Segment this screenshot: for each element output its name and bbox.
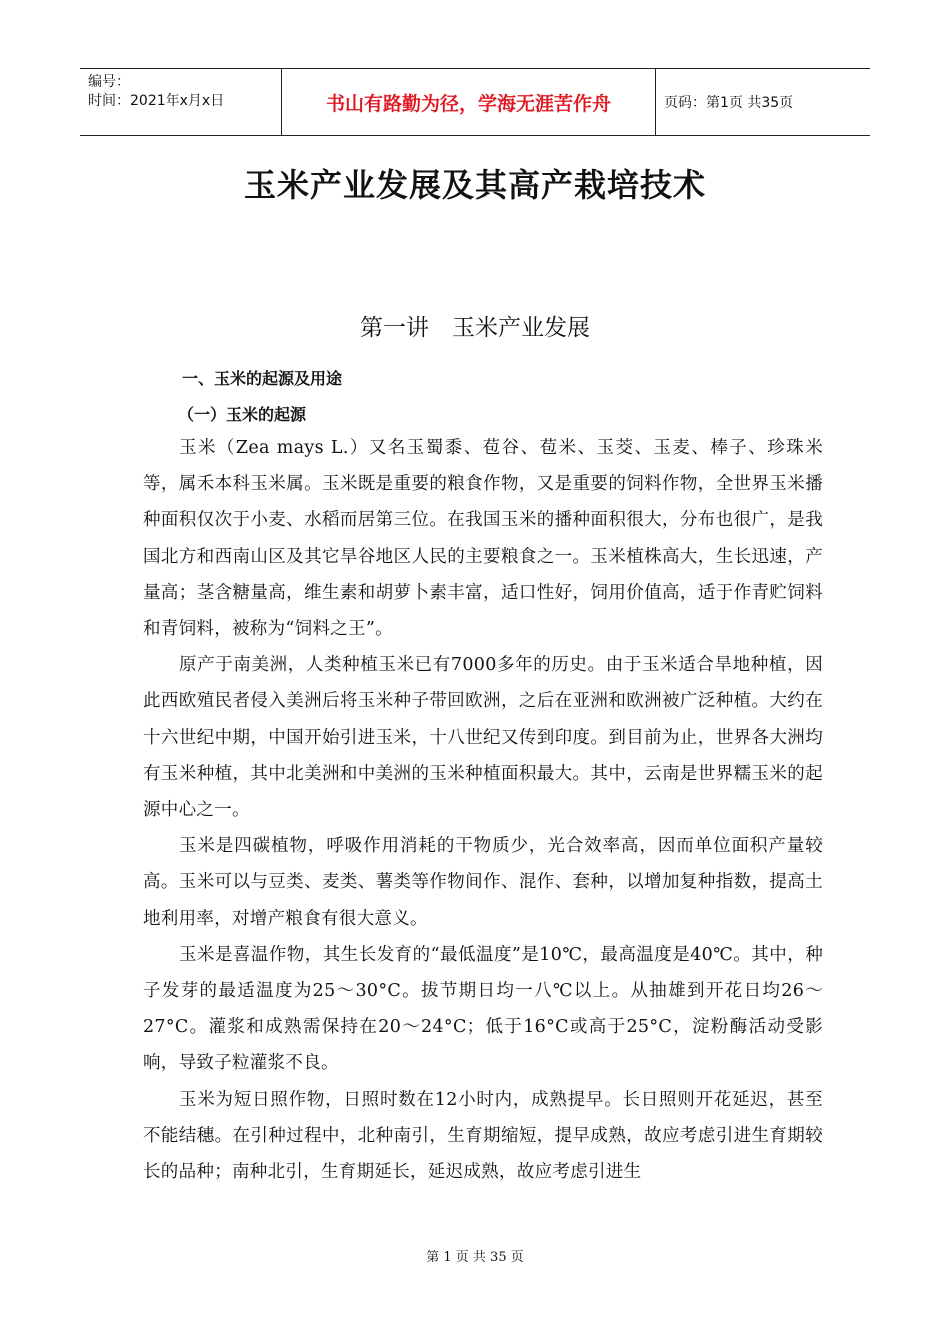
paragraph: 玉米是喜温作物，其生长发育的“最低温度”是10℃，最高温度是40℃。其中，种子发芽的最适温度为25～30°C。拔节期日均一八℃以上。从抽雄到开花日均26～27°C。灌浆和成熟需保持在20～24°C；低于16°C或高于25°C，淀粉酶活动受影响，导致子粒灌浆不良。 [143,944,823,1074]
paragraph: 玉米为短日照作物，日照时数在12小时内，成熟提早。长日照则开花延迟，甚至不能结穗。在引种过程中，北种南引，生育期缩短，提早成熟，故应考虑引进生育期较长的品种；南种北引，生育期延长，延迟成熟，故应考虑引进生 [143,1089,823,1183]
header-meta-cell [80,69,282,135]
lecture-title: 第一讲 玉米产业发展 [360,315,590,341]
subsection-heading: （一）玉米的起源 [178,405,307,424]
header-table [80,68,870,136]
paragraph: 玉米是四碳植物，呼吸作用消耗的干物质少，光合效率高，因而单位面积产量较高。玉米可以与豆类、麦类、薯类等作物间作、混作、套种，以增加复种指数，提高土地利用率，对增产粮食有很大意义。 [143,836,823,929]
paragraph: 原产于南美洲，人类种植玉米已有7000多年的历史。由于玉米适合旱地种植，因此西欧殖民者侵入美洲后将玉米种子带回欧洲，之后在亚洲和欧洲被广泛种植。大约在十六世纪中期，中国开始引进玉米，十八世纪又传到印度。到目前为止，世界各大洲均有玉米种植，其中北美洲和中美洲的玉米种植面积最大。其中，云南是世界糯玉米的起源中心之一。 [143,655,823,821]
page-footer: 第 1 页 共 35 页 [426,1250,524,1265]
document-number-label: 编号： [88,74,130,90]
paragraph: 玉米（Zea mays L.）又名玉蜀黍、苞谷、苞米、玉茭、玉麦、棒子、珍珠米等，属禾本科玉米属。玉米既是重要的粮食作物，又是重要的饲料作物，全世界玉米播种面积仅次于小麦、水稻而居第三位。在我国玉米的播种面积很大，分布也很广，是我国北方和西南山区及其它旱谷地区人民的主要粮食之一。玉米植株高大，生长迅速，产量高；茎含糖量高，维生素和胡萝卜素丰富，适口性好，饲用价值高，适于作青贮饲料和青饲料，被称为“饲料之王”。 [143,438,823,640]
header-motto: 书山有路勤为径，学海无涯苦作舟 [282,69,656,135]
header-page-info: 页码：第1页 共35页 [664,95,794,111]
section-heading: 一、玉米的起源及用途 [182,369,343,388]
body-text [143,430,823,1190]
document-date: 时间：2021年x月x日 [88,93,225,109]
document-title: 玉米产业发展及其高产栽培技术 [243,166,706,204]
